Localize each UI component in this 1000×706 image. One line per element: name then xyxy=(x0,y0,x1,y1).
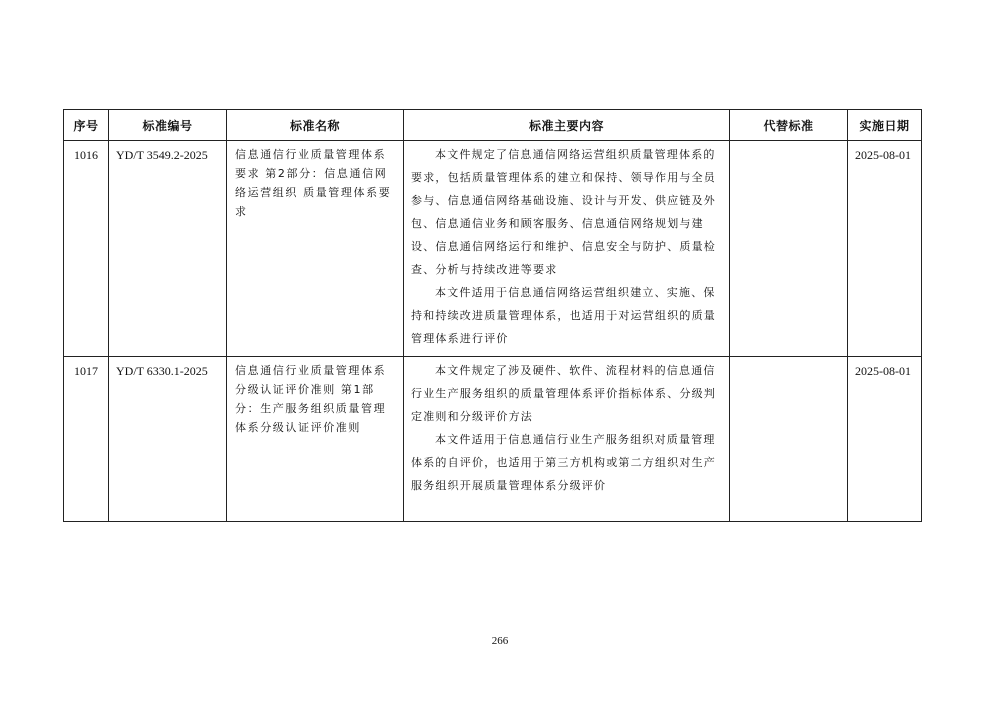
table-header-row xyxy=(64,110,922,141)
header-name: 标准名称 xyxy=(227,110,404,141)
row-effective-date: 2025-08-01 xyxy=(848,141,922,357)
header-content: 标准主要内容 xyxy=(404,110,730,141)
row-standard-name: 信息通信行业质量管理体系要求 第2部分：信息通信网络运营组织 质量管理体系要求 xyxy=(227,141,404,357)
table-row xyxy=(64,357,922,522)
row-replaces xyxy=(730,357,848,522)
content-paragraph: 本文件适用于信息通信行业生产服务组织对质量管理体系的自评价，也适用于第三方机构或第二方组织对生产服务组织开展质量管理体系分级评价 xyxy=(411,433,716,492)
content-paragraph: 本文件适用于信息通信网络运营组织建立、实施、保持和持续改进质量管理体系，也适用于对运营组织的质量管理体系进行评价 xyxy=(411,286,716,345)
row-standard-code: YD/T 3549.2-2025 xyxy=(109,141,227,357)
content-paragraph: 本文件规定了信息通信网络运营组织质量管理体系的要求，包括质量管理体系的建立和保持、领导作用与全员参与、信息通信网络基础设施、设计与开发、供应链及外包、信息通信业务和顾客服务、信息通信网络规划与建设、信息通信网络运行和维护、信息安全与防护、质量检查、分析与持续改进等要求 xyxy=(411,148,716,276)
header-code: 标准编号 xyxy=(109,110,227,141)
row-effective-date: 2025-08-01 xyxy=(848,357,922,522)
standards-table xyxy=(63,109,922,522)
page-number: 266 xyxy=(491,635,509,647)
row-main-content xyxy=(404,357,730,522)
header-replaces: 代替标准 xyxy=(730,110,848,141)
header-date: 实施日期 xyxy=(848,110,922,141)
table-row xyxy=(64,141,922,357)
row-standard-name: 信息通信行业质量管理体系分级认证评价准则 第1部分：生产服务组织质量管理体系分级认证评价准则 xyxy=(227,357,404,522)
header-seq: 序号 xyxy=(64,110,109,141)
row-replaces xyxy=(730,141,848,357)
row-standard-code: YD/T 6330.1-2025 xyxy=(109,357,227,522)
content-paragraph: 本文件规定了涉及硬件、软件、流程材料的信息通信行业生产服务组织的质量管理体系评价指标体系、分级判定准则和分级评价方法 xyxy=(411,364,716,423)
row-seq: 1017 xyxy=(64,357,109,522)
row-main-content xyxy=(404,141,730,357)
row-seq: 1016 xyxy=(64,141,109,357)
